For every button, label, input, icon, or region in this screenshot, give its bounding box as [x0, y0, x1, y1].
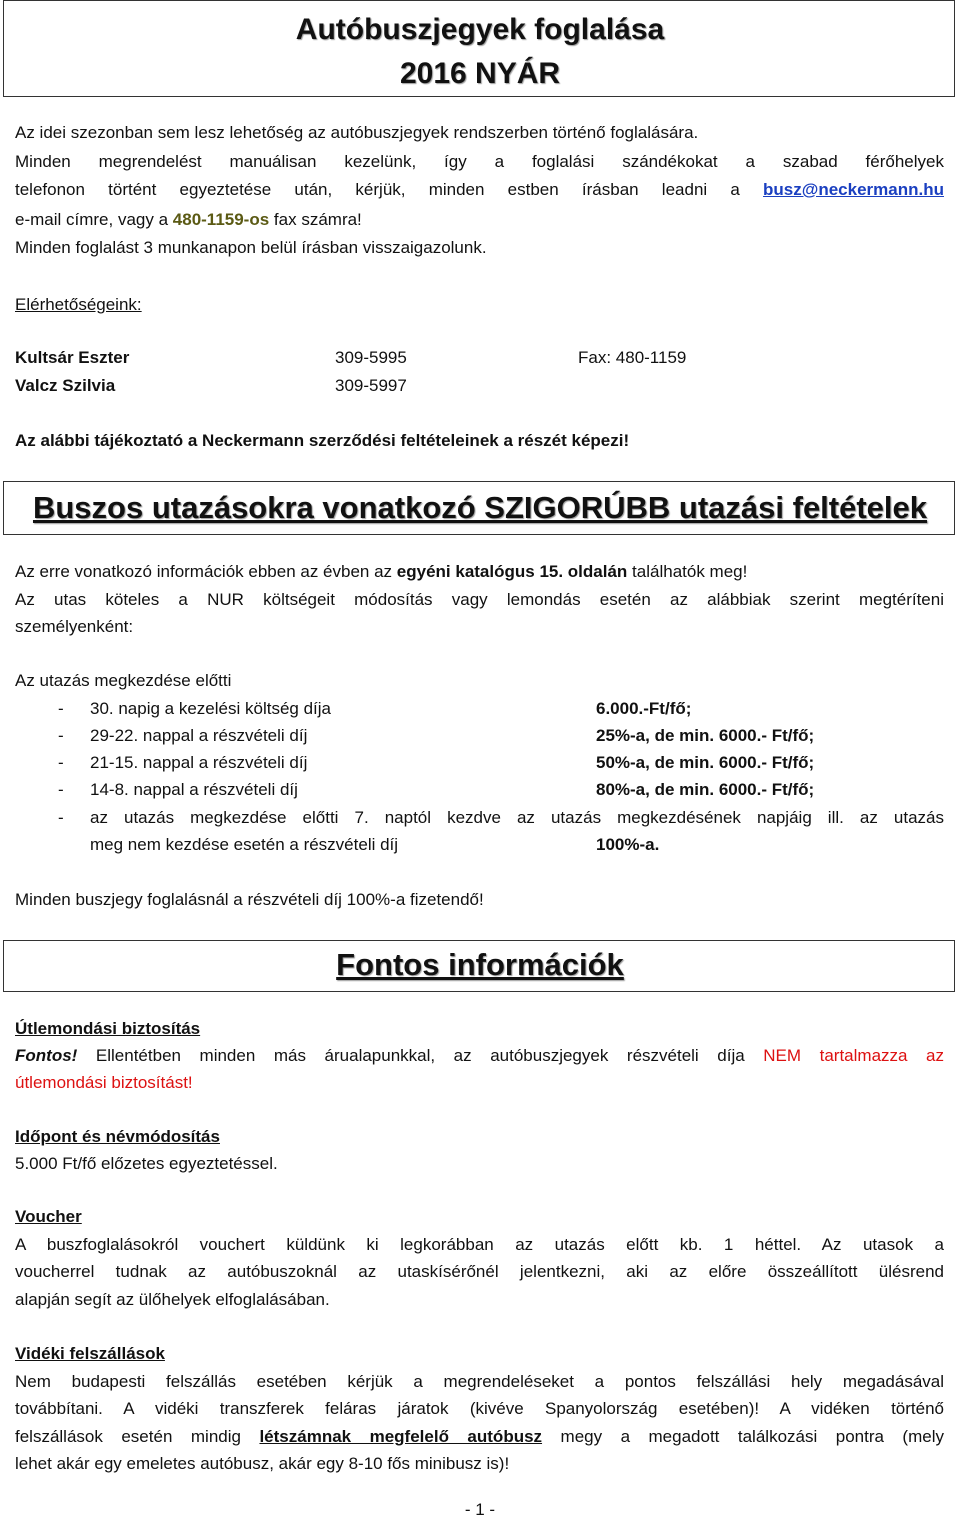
list-item-label: 21-15. nappal a részvételi díj — [90, 753, 308, 772]
list-dash: - — [58, 753, 64, 772]
voucher-line-1: A buszfoglalásokról vouchert küldünk ki legkorábban az utazás előtt kb. 1 héttel. Az utasok a — [15, 1235, 944, 1254]
voucher-line-3: alapján segít az ülőhelyek elfoglalásában. — [15, 1290, 330, 1309]
intro-line-4: e-mail címre, vagy a 480-1159-os fax számra! — [15, 210, 362, 229]
list-item-label: 29-22. nappal a részvételi díj — [90, 726, 308, 745]
page-title: Autóbuszjegyek foglalása — [295, 13, 665, 46]
cancel-insurance-title: Útlemondási biztosítás — [15, 1019, 201, 1038]
list-dash: - — [58, 808, 64, 827]
list-item-label: meg nem kezdése esetén a részvételi díj — [90, 835, 399, 854]
list-dash: - — [58, 726, 64, 745]
costs-line-2: személyenként: — [15, 617, 134, 636]
cancel-insurance-text: Fontos! Ellentétben minden más árualapunkkal, az autóbuszjegyek részvételi díja NEM tartalmazza az — [15, 1046, 944, 1065]
contact-phone: 309-5997 — [335, 376, 407, 395]
full-payment-note: Minden buszjegy foglalásnál a részvételi díj 100%-a fizetendő! — [15, 890, 484, 909]
list-item-label: 30. napig a kezelési költség díja — [90, 699, 331, 718]
important-heading: Fontos információk — [336, 947, 624, 982]
intro-line-5: Minden foglalást 3 munkanapon belül írásban visszaigazolunk. — [15, 238, 487, 257]
cancel-insurance-warning: útlemondási biztosítást! — [15, 1073, 193, 1092]
list-dash: - — [58, 780, 64, 799]
change-text: 5.000 Ft/fő előzetes egyeztetéssel. — [15, 1154, 278, 1173]
rural-line-1: Nem budapesti felszállás esetében kérjük a megrendeléseket a pontos felszállási hely megadásával — [15, 1372, 944, 1391]
contact-phone: 309-5995 — [335, 348, 407, 367]
contact-fax: Fax: 480-1159 — [578, 348, 687, 367]
rural-line-3: felszállások esetén mindig létszámnak megfelelő autóbusz megy a megadott találkozási pontra (mely — [15, 1427, 944, 1446]
list-item-value: 6.000.-Ft/fő; — [596, 699, 692, 718]
contract-notice: Az alábbi tájékoztató a Neckermann szerződési feltételeinek a részét képezi! — [15, 431, 630, 450]
contact-name: Valcz Szilvia — [15, 376, 116, 395]
rural-line-4: lehet akár egy emeletes autóbusz, akár egy 8-10 fős minibusz is)! — [15, 1454, 510, 1473]
list-item-value: 25%-a, de min. 6000.- Ft/fő; — [596, 726, 815, 745]
intro-line-2: Minden megrendelést manuálisan kezelünk, így a foglalási szándékokat a szabad férőhelyek — [15, 152, 944, 171]
season-title: 2016 NYÁR — [399, 57, 561, 90]
contacts-heading: Elérhetőségeink: — [15, 295, 142, 314]
page-number: - 1 - — [464, 1500, 496, 1519]
list-item-value: 100%-a. — [596, 835, 660, 854]
conditions-info: Az erre vonatkozó információk ebben az évben az egyéni katalógus 15. oldalán találhatók meg! — [15, 562, 748, 581]
conditions-heading: Buszos utazásokra vonatkozó SZIGORÚBB utazási feltételek — [32, 490, 928, 525]
intro-line-3: telefonon történt egyeztetése után, kérjük, minden estben írásban leadni a busz@neckermann.hu — [15, 180, 944, 199]
intro-line-1: Az idei szezonban sem lesz lehetőség az autóbuszjegyek rendszerben történő foglalására. — [15, 123, 699, 142]
change-title: Időpont és névmódosítás — [15, 1127, 220, 1146]
voucher-line-2: voucherrel tudnak az autóbuszoknál az utaskísérőnél jelentkezni, aki az előre összeállított ülésrend — [15, 1262, 944, 1281]
list-item-label: 14-8. nappal a részvételi díj — [90, 780, 298, 799]
fax-number: 480-1159-os — [172, 210, 270, 229]
list-dash: - — [58, 699, 64, 718]
costs-line-1: Az utas köteles a NUR költségeit módosítás vagy lemondás esetén az alábbiak szerint megtéríteni — [15, 590, 944, 609]
list-item-label: az utazás megkezdése előtti 7. naptól kezdve az utazás megkezdésének napjáig ill. az utazás — [90, 808, 944, 827]
rural-title: Vidéki felszállások — [15, 1344, 165, 1363]
contact-name: Kultsár Eszter — [15, 348, 130, 367]
voucher-title: Voucher — [15, 1207, 82, 1226]
before-travel-label: Az utazás megkezdése előtti — [15, 671, 232, 690]
rural-line-2: továbbítani. A vidéki transzferek feláras járatok (kivéve Spanyolország esetében)! A vidéken történő — [15, 1399, 944, 1418]
list-item-value: 80%-a, de min. 6000.- Ft/fő; — [596, 780, 815, 799]
list-item-value: 50%-a, de min. 6000.- Ft/fő; — [596, 753, 815, 772]
email-link[interactable]: busz@neckermann.hu — [763, 180, 944, 199]
